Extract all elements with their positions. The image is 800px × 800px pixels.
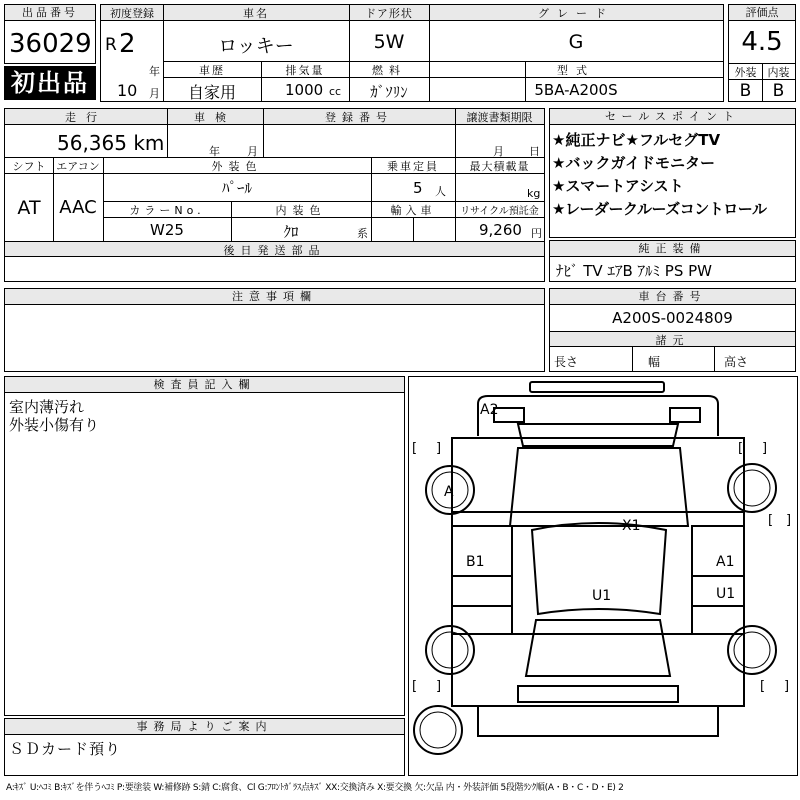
bracket-close: ] — [436, 441, 442, 456]
history: 自家用 — [187, 83, 236, 102]
bracket-open: [ — [760, 679, 766, 694]
mark-left-front-wheel: A — [444, 484, 454, 500]
grade: G — [568, 31, 584, 53]
mark-floor: U1 — [592, 588, 612, 604]
recycle-label: リサイクル預託金 — [460, 206, 539, 217]
max-load-label: 最大積載量 — [469, 160, 530, 173]
shift: AT — [17, 197, 41, 219]
lot-number-box — [4, 4, 96, 64]
max-load-unit: kg — [527, 187, 541, 200]
lot-number-label: 出品番号 — [5, 5, 95, 21]
fuel-label: 燃料 — [372, 64, 406, 77]
bracket-open: [ — [738, 441, 744, 456]
rear-lower-outline — [478, 706, 718, 736]
ext-color-label: 外装色 — [211, 160, 263, 173]
equipment-value: ﾅﾋﾞ TV ｴｱB ｱﾙﾐ PS PW — [556, 262, 712, 280]
model: 5BA-A200S — [534, 81, 618, 99]
main-header-box — [100, 4, 724, 102]
bracket-close: ] — [786, 513, 792, 528]
inspection-year-unit: 年 — [209, 145, 220, 158]
transfer-day-unit: 日 — [529, 145, 540, 158]
int-color-unit: 系 — [357, 227, 368, 240]
body-outline — [452, 438, 744, 512]
divider — [714, 347, 715, 371]
history-label: 車歴 — [199, 64, 225, 77]
door: 5W — [373, 31, 405, 53]
color-no-label: カラーNo. — [129, 204, 205, 217]
wheel-right-front-inner — [734, 470, 770, 506]
lot-number: 36029 — [9, 29, 92, 59]
sales-point-item: ★スマートアシスト — [552, 177, 684, 195]
model-label: 型式 — [557, 64, 595, 77]
interior-grade: B — [772, 81, 785, 101]
inspector-line: 外装小傷有り — [9, 416, 100, 434]
first-listing-badge — [4, 66, 96, 100]
mark-roof: X1 — [622, 518, 641, 534]
shift-label: シフト — [12, 160, 46, 173]
front-body-outline — [478, 396, 718, 436]
interior-grade-label: 内装 — [767, 66, 790, 79]
notes-box — [4, 288, 545, 372]
rear-bumper-outline — [518, 686, 678, 702]
recycle: 9,260 — [479, 221, 522, 239]
wheel-left-rear-inner — [432, 632, 468, 668]
capacity: 5 — [413, 179, 423, 197]
office-text: ＳＤカード預り — [9, 740, 122, 758]
inspector-box — [4, 376, 405, 716]
displacement-label: 排気量 — [285, 64, 325, 77]
chassis-box — [549, 288, 796, 372]
chassis-label: 車台番号 — [550, 289, 795, 305]
body-outline-side — [452, 512, 744, 634]
first-reg-label: 初度登録 — [110, 7, 154, 20]
era: R — [105, 35, 117, 55]
mark-right-rear-quarter: U1 — [716, 586, 736, 602]
wheel-left-rear — [426, 626, 474, 674]
int-color-label: 内装色 — [275, 204, 327, 217]
bracket-close: ] — [436, 679, 442, 694]
reg-month: 10 — [117, 81, 138, 100]
front-bumper-outline — [530, 382, 664, 392]
transfer-label: 譲渡書類期限 — [466, 111, 533, 124]
recycle-unit: 円 — [531, 227, 542, 240]
displacement-unit: cc — [329, 85, 342, 98]
chassis-value: A200S-0024809 — [612, 309, 733, 327]
divider — [413, 217, 414, 241]
month-unit: 月 — [149, 87, 160, 100]
mark-left-rear-door: B1 — [466, 554, 485, 570]
door-label: ドア形状 — [365, 7, 413, 20]
mark-right-rear-door: A1 — [716, 554, 735, 570]
rear-window-outline — [526, 620, 670, 676]
bracket-open: [ — [768, 513, 774, 528]
spare-wheel — [414, 706, 462, 754]
divider — [632, 347, 633, 371]
grade-label: グレード — [538, 7, 614, 20]
plate-label: 登録番号 — [325, 111, 393, 124]
transfer-month-unit: 月 — [493, 145, 504, 158]
headlight-right — [670, 408, 700, 422]
sales-point-item: ★バックガイドモニター — [552, 154, 715, 172]
year-unit: 年 — [149, 65, 160, 78]
import-label: 輸入車 — [390, 204, 436, 217]
bracket-open: [ — [412, 679, 418, 694]
windshield-outline — [510, 448, 688, 526]
width-label: 幅 — [648, 355, 661, 369]
legend: A:ｷｽﾞ U:ﾍｺﾐ B:ｷｽﾞを伴うﾍｺﾐ P:要塗装 W:補修跡 S:錆 C:腐食、Cl G:ﾌﾛﾝﾄｶﾞﾗｽ点ｷｽﾞ XX:交換済み X:要交換 欠:欠品 内・外装評価 5段階ﾗﾝｸ順(A・B・C・D・E) 2 — [6, 783, 624, 793]
mileage-label: 走行 — [65, 111, 107, 124]
ac: AAC — [59, 197, 97, 218]
sales-points-box — [549, 108, 796, 238]
car-name: ロッキー — [218, 35, 294, 57]
grille-outline — [518, 424, 678, 446]
inspector-label: 検査員記入欄 — [5, 377, 404, 393]
height-label: 高さ — [724, 355, 749, 369]
equipment-label: 純正装備 — [550, 241, 795, 257]
sales-point-item: ★レーダークルーズコントロール — [552, 200, 767, 218]
car-damage-diagram — [408, 376, 798, 776]
score: 4.5 — [741, 27, 783, 57]
int-color: ｸﾛ — [283, 223, 299, 241]
sales-points-label: セールスポイント — [550, 109, 795, 125]
later-parts-label: 後日発送部品 — [223, 244, 326, 257]
bracket-close: ] — [762, 441, 768, 456]
vehicle-details-box — [4, 108, 545, 282]
office-box — [4, 718, 405, 776]
wheel-right-rear-inner — [734, 632, 770, 668]
headlight-left — [494, 408, 524, 422]
ext-color: ﾊﾟｰﾙ — [221, 179, 252, 197]
spare-wheel-inner — [420, 712, 456, 748]
first-listing-text: 初出品 — [11, 69, 89, 97]
score-box — [728, 4, 796, 102]
displacement: 1000 — [285, 81, 324, 99]
inspection-label: 車検 — [194, 111, 236, 124]
car-name-label: 車名 — [243, 7, 269, 20]
capacity-label: 乗車定員 — [387, 160, 439, 173]
wheel-right-rear — [728, 626, 776, 674]
exterior-grade: B — [739, 81, 752, 101]
rear-body-outline — [452, 634, 744, 706]
capacity-unit: 人 — [435, 185, 446, 198]
length-label: 長さ — [554, 355, 579, 369]
exterior-grade-label: 外装 — [734, 66, 757, 79]
score-label: 評価点 — [729, 5, 795, 21]
notes-label: 注意事項欄 — [5, 289, 544, 305]
color-no: W25 — [150, 221, 184, 239]
ac-label: エアコン — [56, 160, 100, 173]
office-label: 事務局よりご案内 — [5, 719, 404, 735]
mileage: 56,365 km — [57, 131, 165, 155]
reg-year: 2 — [119, 29, 136, 59]
sales-point-item: ★純正ナビ★フルセグTV — [552, 131, 721, 149]
dims-label: 諸元 — [655, 334, 690, 347]
wheel-right-front — [728, 464, 776, 512]
equipment-box — [549, 240, 796, 282]
inspector-line: 室内薄汚れ — [9, 398, 85, 416]
fuel: ｶﾞｿﾘﾝ — [370, 83, 408, 101]
bracket-close: ] — [784, 679, 790, 694]
mark-front-bumper: A2 — [480, 402, 499, 418]
inspection-month-unit: 月 — [247, 145, 258, 158]
bracket-open: [ — [412, 441, 418, 456]
